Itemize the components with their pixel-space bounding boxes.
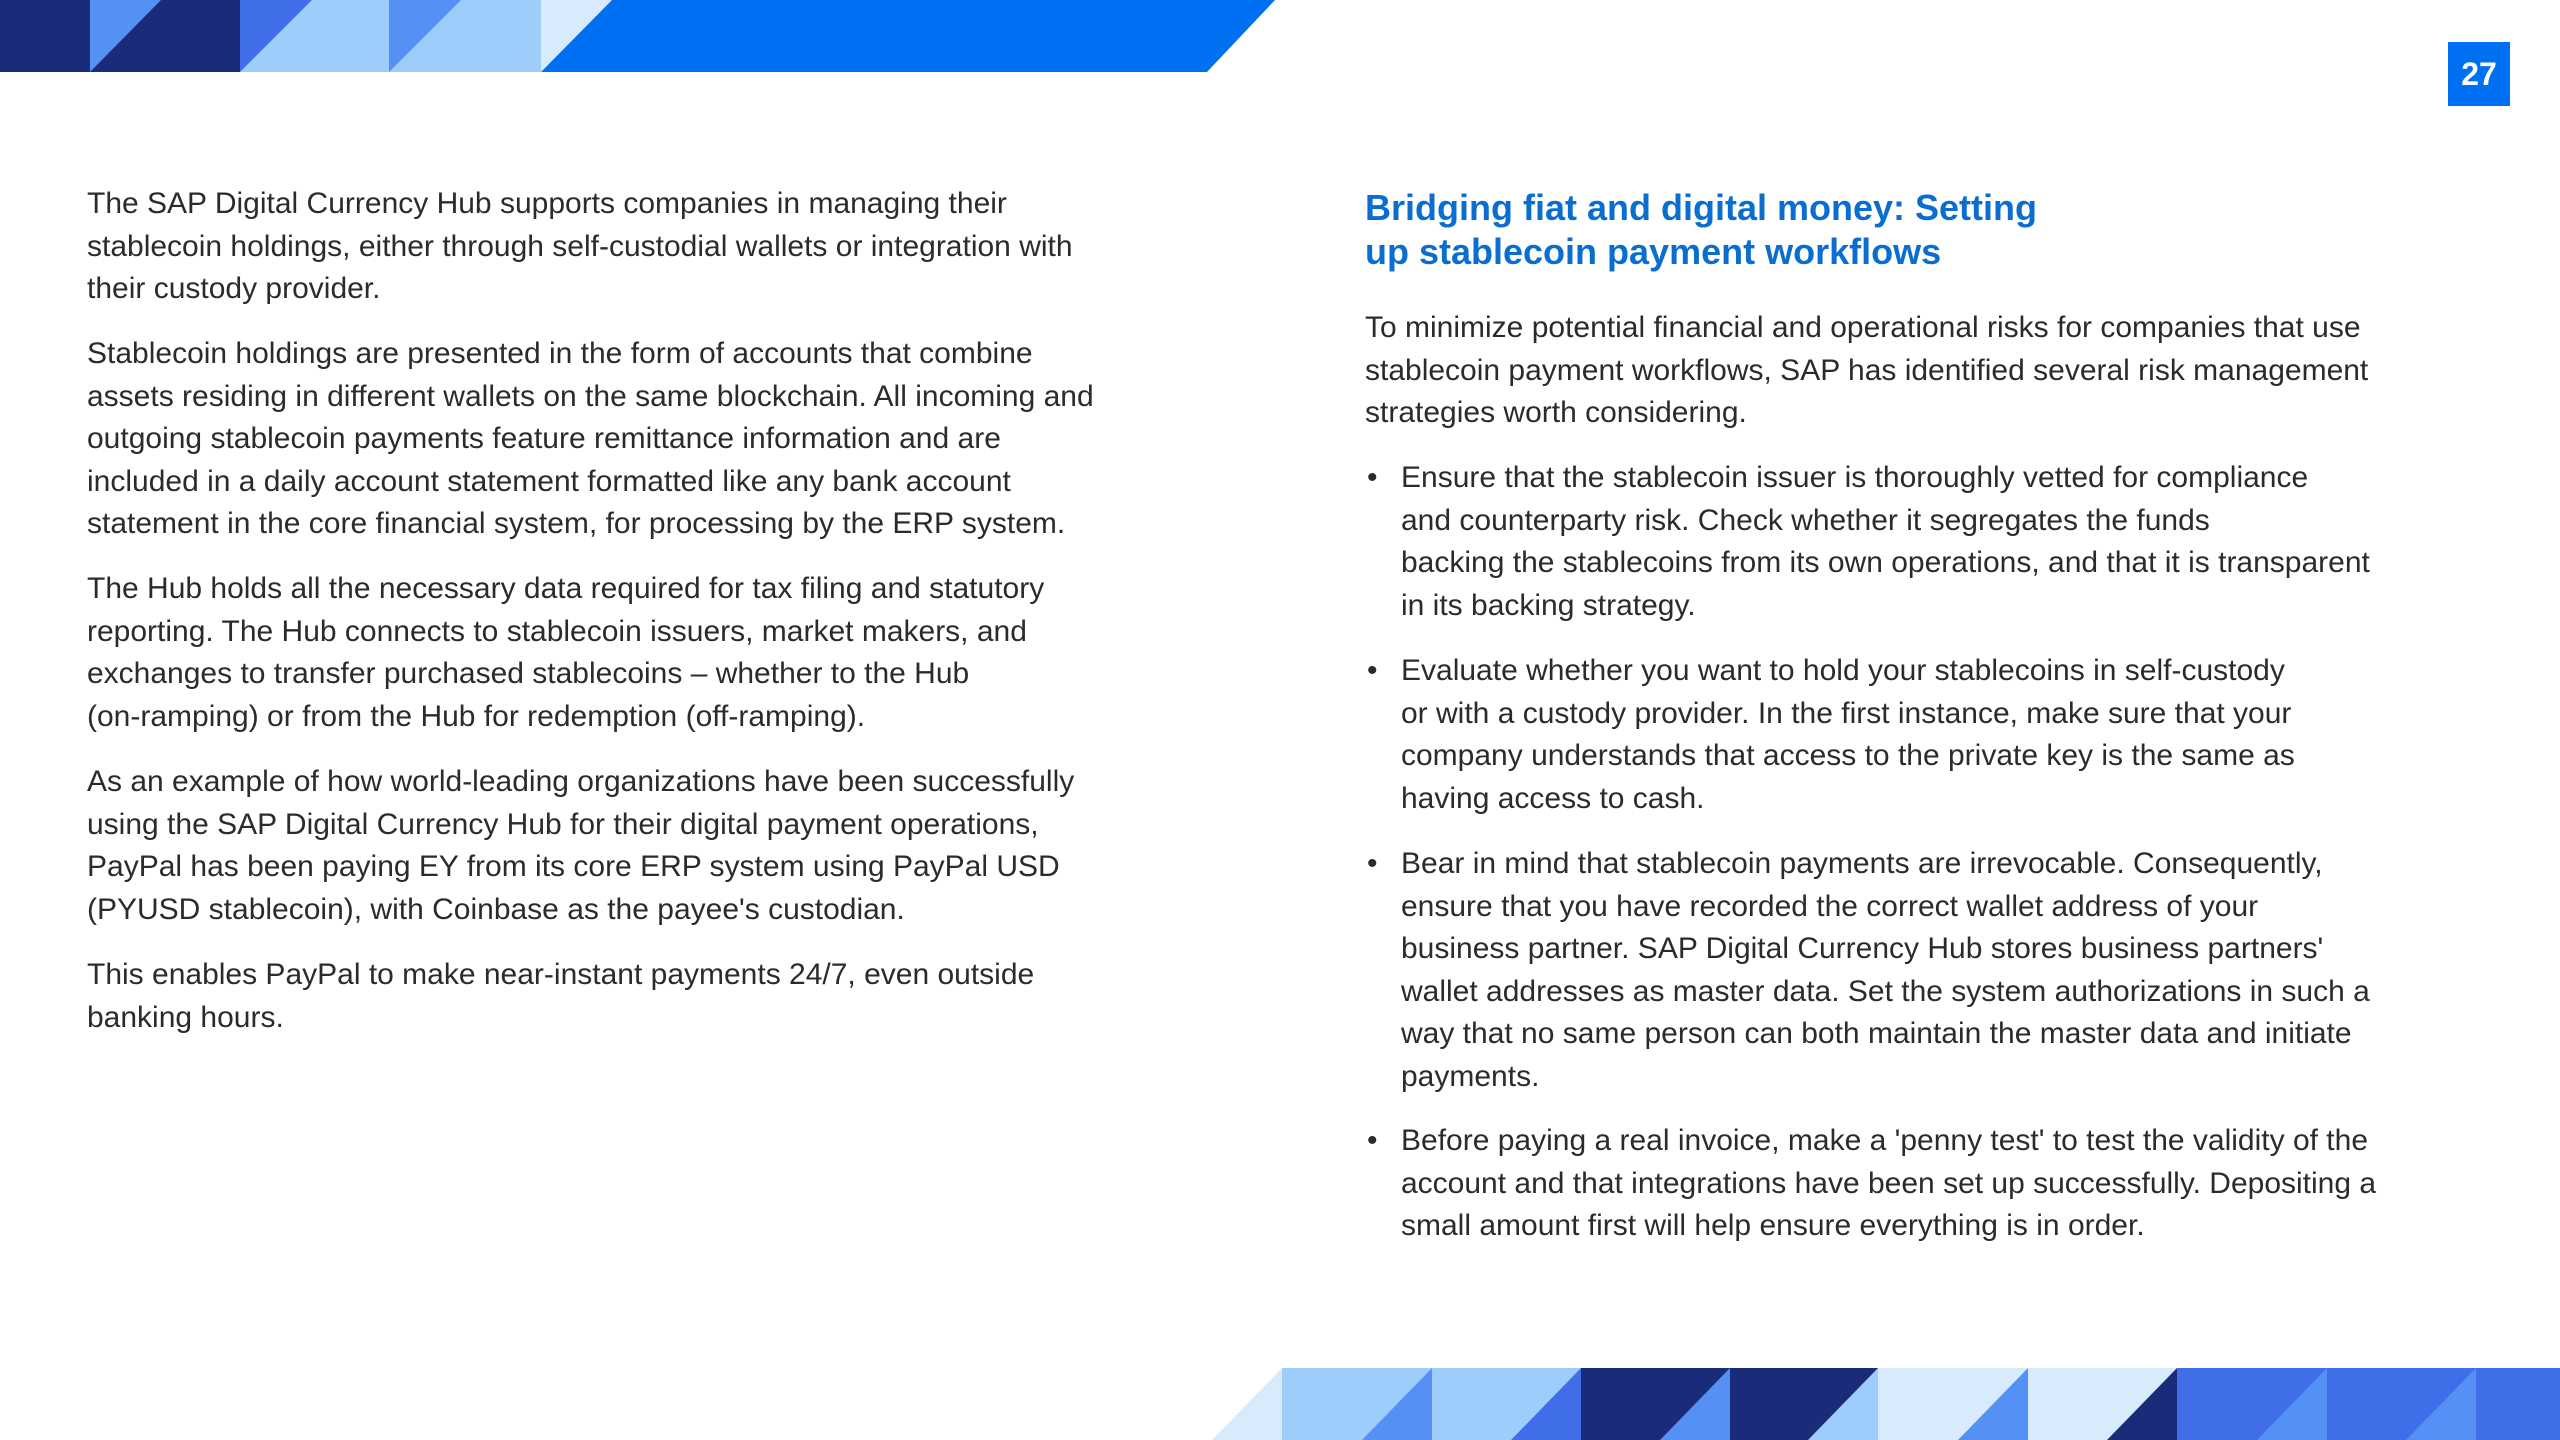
heading-line: up stablecoin payment workflows	[1365, 231, 1942, 272]
text-line: in its backing strategy.	[1401, 588, 1696, 622]
text-line: To minimize potential financial and operational risks for companies that use	[1365, 311, 2361, 344]
bullet-icon: •	[1367, 654, 1378, 687]
heading-line: Bridging fiat and digital money: Setting	[1365, 187, 2037, 228]
paragraph	[87, 568, 1044, 738]
text-line: small amount first will help ensure everything is in order.	[1401, 1209, 2145, 1243]
text-line: As an example of how world-leading organizations have been successfully	[87, 765, 1075, 798]
banner-tile	[2476, 1368, 2560, 1440]
text-line: This enables PayPal to make near-instant payments 24/7, even outside	[87, 958, 1035, 991]
text-line: Ensure that the stablecoin issuer is thoroughly vetted for compliance	[1401, 461, 2309, 494]
text-line: strategies worth considering.	[1365, 396, 1747, 430]
text-line: stablecoin payment workflows, SAP has identified several risk management	[1365, 353, 2369, 387]
text-line: Bear in mind that stablecoin payments are irrevocable. Consequently,	[1401, 847, 2323, 880]
text-line: PayPal has been paying EY from its core ERP system using PayPal USD	[87, 850, 1060, 884]
bullet-item	[1367, 457, 2370, 627]
bottom-decorative-banner	[0, 1368, 2560, 1440]
bullet-item	[1367, 1120, 2377, 1248]
banner-triangle	[1212, 1368, 1282, 1440]
text-line: banking hours.	[87, 1000, 284, 1034]
text-line: The SAP Digital Currency Hub supports companies in managing their	[87, 187, 1007, 220]
text-line: Before paying a real invoice, make a 'penny test' to test the validity of the	[1401, 1124, 2369, 1157]
text-line: included in a daily account statement formatted like any bank account	[87, 464, 1011, 498]
text-line: their custody provider.	[87, 272, 381, 306]
text-line: using the SAP Digital Currency Hub for their digital payment operations,	[87, 807, 1039, 841]
text-line: way that no same person can both maintain the master data and initiate	[1401, 1017, 2352, 1051]
text-line: company understands that access to the private key is the same as	[1401, 739, 2295, 773]
bullet-icon: •	[1367, 847, 1378, 880]
text-line: statement in the core financial system, for processing by the ERP system.	[87, 507, 1066, 541]
text-line: business partner. SAP Digital Currency Hub stores business partners'	[1401, 932, 2324, 966]
text-line: exchanges to transfer purchased stablecoins – whether to the Hub	[87, 657, 970, 691]
text-line: Stablecoin holdings are presented in the form of accounts that combine	[87, 337, 1033, 370]
text-line: having access to cash.	[1401, 781, 1705, 815]
text-line: payments.	[1401, 1059, 1540, 1093]
text-line: and counterparty risk. Check whether it segregates the funds	[1401, 503, 2210, 537]
text-line: assets residing in different wallets on the same blockchain. All incoming and	[87, 379, 1094, 413]
bullet-item	[1367, 843, 2370, 1099]
text-line: ensure that you have recorded the correct wallet address of your	[1401, 889, 2259, 923]
paragraph	[87, 333, 1094, 546]
text-line: outgoing stablecoin payments feature remittance information and are	[87, 422, 1001, 456]
text-line: (on-ramping) or from the Hub for redemption (off-ramping).	[87, 699, 866, 733]
top-decorative-banner	[0, 0, 1280, 72]
page-number: 27	[2448, 42, 2510, 106]
paragraph	[87, 183, 1073, 311]
text-line: wallet addresses as master data. Set the system authorizations in such a	[1401, 974, 2370, 1008]
text-line: account and that integrations have been set up successfully. Depositing a	[1401, 1166, 2377, 1200]
section-heading	[1365, 186, 2037, 274]
text-line: Evaluate whether you want to hold your stablecoins in self-custody	[1401, 654, 2285, 687]
bullet-icon: •	[1367, 461, 1378, 494]
bullet-icon: •	[1367, 1124, 1378, 1157]
paragraph	[87, 761, 1074, 931]
text-line: The Hub holds all the necessary data required for tax filing and statutory	[87, 572, 1045, 605]
intro-paragraph	[1365, 307, 2368, 435]
bullet-item	[1367, 650, 2295, 820]
text-line: (PYUSD stablecoin), with Coinbase as the payee's custodian.	[87, 892, 905, 926]
paragraph	[87, 954, 1034, 1039]
text-line: or with a custody provider. In the first instance, make sure that your	[1401, 696, 2292, 730]
text-line: backing the stablecoins from its own operations, and that it is transparent	[1401, 546, 2370, 580]
text-line: reporting. The Hub connects to stablecoin issuers, market makers, and	[87, 614, 1027, 648]
text-line: stablecoin holdings, either through self-custodial wallets or integration with	[87, 229, 1073, 263]
